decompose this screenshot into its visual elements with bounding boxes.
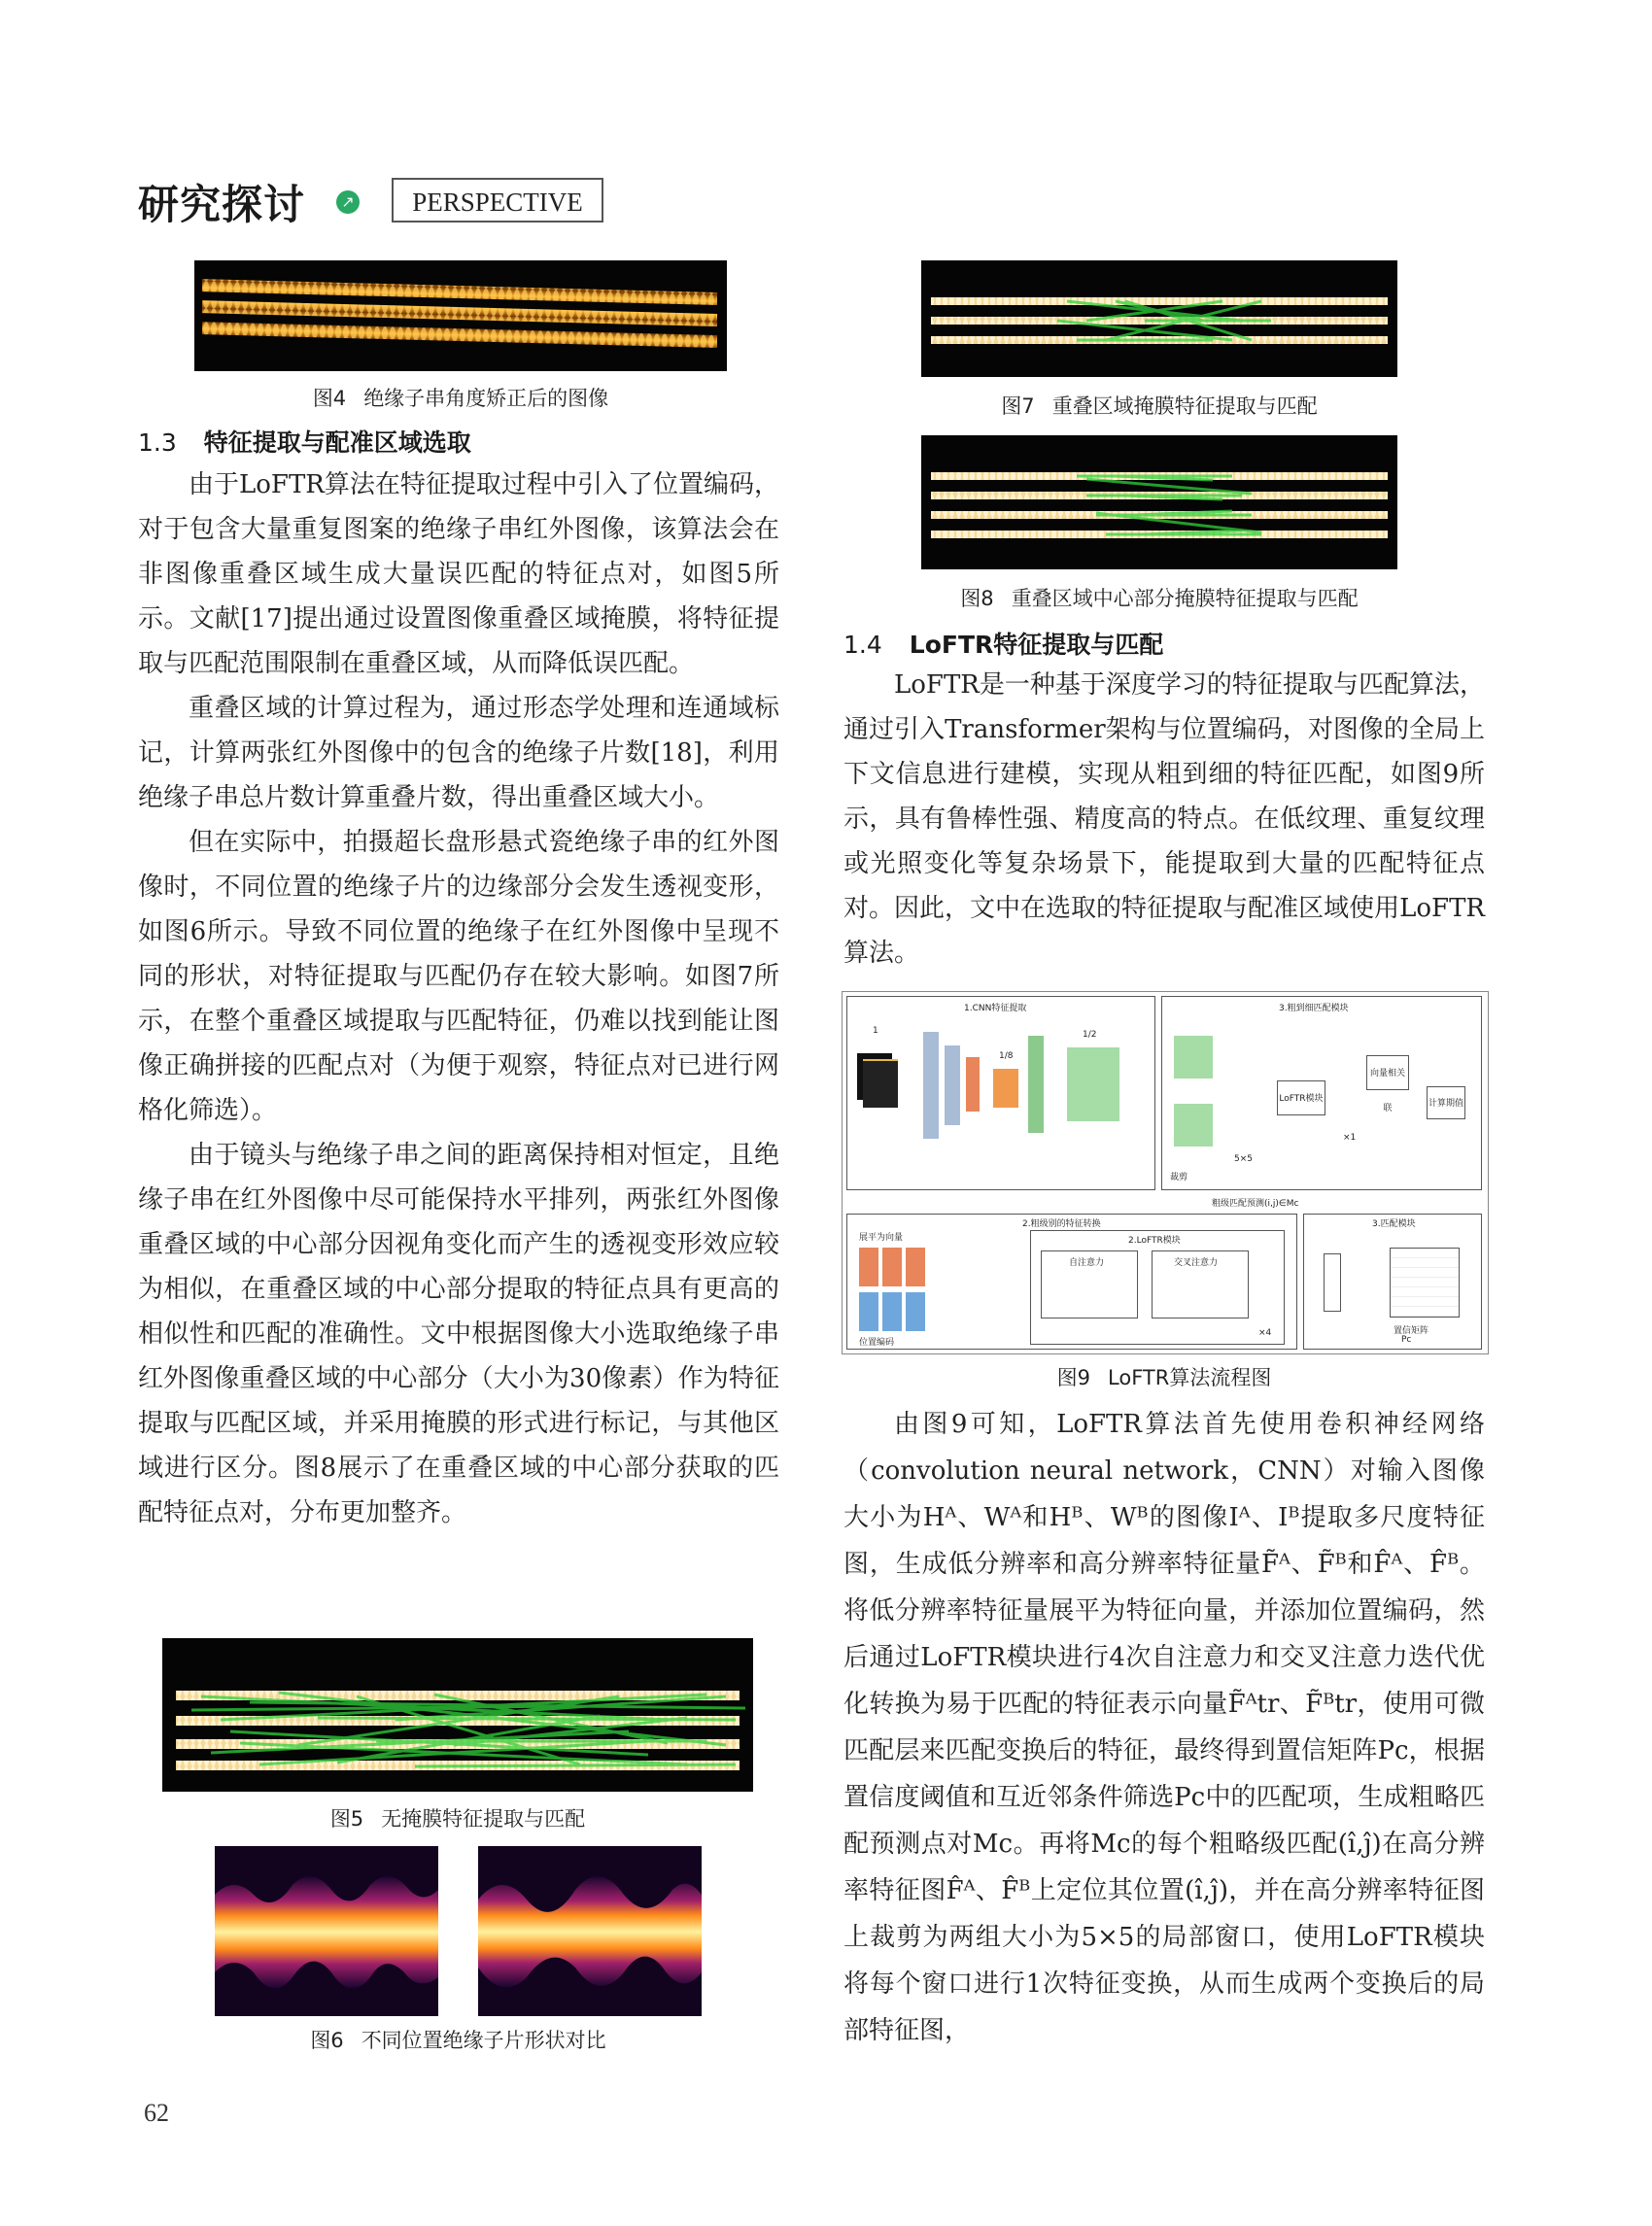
page-number: 62	[144, 2099, 169, 2127]
cnn-feature-block	[846, 996, 1155, 1190]
five-by-five-label: 5×5	[1234, 1154, 1253, 1164]
coarse-to-fine-label: 3.粗到细匹配模块	[1279, 1004, 1349, 1013]
confidence-label: 置信矩阵	[1394, 1326, 1429, 1336]
paragraph: 由于LoFTR算法在特征提取过程中引入了位置编码，对于包含大量重复图案的绝缘子串红外图像，该算法会在非图像重叠区域生成大量误匹配的特征点对，如图5所示。文献[17]提出通过设置图像重叠区域掩膜，将特征提取与匹配范围限制在重叠区域，从而降低误匹配。	[138, 470, 779, 678]
loftr-inner-block	[1030, 1230, 1285, 1345]
flatten-grid-a	[859, 1248, 927, 1286]
loftr-module-box	[1277, 1080, 1325, 1115]
section-1-4-number: 1.4	[843, 631, 882, 659]
correlation-label: 向量相关联	[1369, 1069, 1405, 1113]
x4-label: ×4	[1258, 1328, 1272, 1338]
figure-9-diagram	[842, 991, 1489, 1354]
correlation-box	[1366, 1055, 1409, 1113]
figure-5-number: 图5	[329, 1807, 364, 1831]
figure-4-image	[194, 260, 727, 371]
figure-7-text: 重叠区域掩膜特征提取与匹配	[1051, 394, 1318, 418]
self-attention-label: 自注意力	[1069, 1258, 1105, 1268]
coarse-prediction-label: 粗级匹配预测(i,j)∈Mc	[1212, 1199, 1299, 1209]
encoder-layer-2	[945, 1045, 960, 1125]
x1-label: ×1	[1343, 1133, 1357, 1143]
figure-9-caption	[842, 1362, 1487, 1391]
figure-7-image	[921, 260, 1397, 377]
paragraph: LoFTR是一种基于深度学习的特征提取与匹配算法，通过引入Transformer架构与位置编码，对图像的全局上下文信息进行建模，实现从粗到细的特征匹配，如图9所示，具有鲁棒性强、精度高的特点。在低纹理、重复纹理或光照变化等复杂场景下，能提取到大量的匹配特征点对。因此，文中在选取的特征提取与配准区域使用LoFTR算法。	[843, 670, 1485, 968]
coarse-transform-label: 2.粗级别的特征转换	[1022, 1219, 1101, 1229]
figure-6-text: 不同位置绝缘子片形状对比	[361, 2029, 606, 2052]
input-image-b	[863, 1059, 898, 1108]
encoder-layer-3	[966, 1057, 980, 1112]
coarse-to-fine-block	[1161, 996, 1482, 1190]
figure-9-text: LoFTR算法流程图	[1108, 1366, 1272, 1389]
cnn-label: 1.CNN特征提取	[964, 1004, 1027, 1013]
section-1-3-title: 特征提取与配准区域选取	[203, 428, 471, 457]
figure-8-caption	[921, 583, 1397, 612]
figure-5-caption	[162, 1803, 753, 1832]
expectation-label: 计算期值	[1428, 1099, 1463, 1109]
matching-block	[1303, 1214, 1482, 1350]
figure-7-caption	[921, 391, 1397, 420]
crop-label: 裁剪	[1170, 1173, 1188, 1182]
pc-label: Pc	[1401, 1335, 1412, 1345]
figure-9-number: 图9	[1056, 1366, 1091, 1389]
figure-4-caption	[194, 383, 727, 412]
cross-attention-label: 交叉注意力	[1174, 1258, 1219, 1268]
softmax-box	[1324, 1253, 1341, 1312]
figure-8-text: 重叠区域中心部分掩膜特征提取与匹配	[1011, 587, 1359, 610]
position-encoding-label: 位置编码	[859, 1338, 895, 1348]
coarse-feature	[993, 1069, 1018, 1108]
figure-4-number: 图4	[312, 387, 347, 410]
expectation-box	[1427, 1086, 1465, 1119]
column-title: 研究探讨	[138, 181, 306, 228]
left-column-text	[138, 462, 779, 1535]
column-tag: PERSPECTIVE	[392, 178, 603, 223]
figure-6-image-left	[215, 1846, 438, 2016]
fine-feature	[1067, 1047, 1119, 1121]
encoder-layer-1	[923, 1032, 939, 1139]
paragraph: 由于镜头与绝缘子串之间的距离保持相对恒定，且绝缘子串在红外图像中尽可能保持水平排列，两张红外图像重叠区域的中心部分因视角变化而产生的透视变形效应较为相似，在重叠区域的中心部分提取的特征点具有更高的相似性和匹配的准确性。文中根据图像大小选取绝缘子串红外图像重叠区域的中心部分（大小为30像素）作为特征提取与匹配区域，并采用掩膜的形式进行标记，与其他区域进行区分。图8展示了在重叠区域的中心部分获取的匹配特征点对，分布更加整齐。	[138, 1141, 779, 1527]
input-one-label: 1	[873, 1026, 878, 1036]
figure-6-number: 图6	[310, 2029, 344, 2052]
section-1-4-title: LoFTR特征提取与匹配	[909, 631, 1164, 659]
figure-4-text: 绝缘子串角度矫正后的图像	[363, 387, 609, 410]
paragraph: 由图9可知，LoFTR算法首先使用卷积神经网络（convolution neural network，CNN）对输入图像大小为Hᴬ、Wᴬ和Hᴮ、Wᴮ的图像Iᴬ、Iᴮ提取多尺度特征图，生成低分辨率和高分辨率特征量F̃ᴬ、F̃ᴮ和F̂ᴬ、F̂ᴮ。将低分辨率特征量展平为特征向量，并添加位置编码，然后通过LoFTR模块进行4次自注意力和交叉注意力迭代优化转换为易于匹配的特征表示向量F̃ᴬtr、F̃ᴮtr，使用可微匹配层来匹配变换后的特征，最终得到置信矩阵Pc，根据置信度阈值和互近邻条件筛选Pc中的匹配项，生成粗略匹配预测点对Mc。再将Mc的每个粗略级匹配(î,ĵ)在高分辨率特征图F̂ᴬ、F̂ᴮ上定位其位置(î,ĵ)，并在高分辨率特征图上裁剪为两组大小为5×5的局部窗口，使用LoFTR模块将每个窗口进行1次特征变换，从而生成两个变换后的局部特征图，	[843, 1410, 1485, 2045]
section-1-3-number: 1.3	[138, 428, 177, 457]
unmasked-matching-image	[162, 1638, 753, 1792]
figure-8-image	[921, 435, 1397, 569]
insulator-shape-left	[215, 1846, 438, 2016]
figure-5-image	[162, 1638, 753, 1792]
loftr-module-label: 2.LoFTR模块	[1128, 1236, 1181, 1246]
coarse-transform-block	[846, 1214, 1297, 1350]
confidence-matrix	[1390, 1248, 1460, 1318]
section-1-4-heading	[843, 626, 1163, 661]
figure-6-image-right	[478, 1846, 702, 2016]
section-1-3-heading	[138, 424, 471, 459]
right-column-text-top	[843, 663, 1485, 976]
loftr-block-label: LoFTR模块	[1279, 1094, 1324, 1104]
self-attention-box	[1041, 1250, 1138, 1318]
fine-window-b	[1174, 1104, 1213, 1147]
one-half-label: 1/2	[1083, 1030, 1097, 1040]
flatten-label: 展平为向量	[859, 1233, 904, 1243]
figure-8-number: 图8	[960, 587, 994, 610]
paragraph: 但在实际中，拍摄超长盘形悬式瓷绝缘子串的红外图像时，不同位置的绝缘子片的边缘部分会发生透视变形，如图6所示。导致不同位置的绝缘子在红外图像中呈现不同的形状，对特征提取与匹配仍存在较大影响。如图7所示，在整个重叠区域提取与匹配特征，仍难以找到能让图像正确拼接的匹配点对（为便于观察，特征点对已进行网格化筛选）。	[138, 828, 779, 1125]
decoder-layer	[1028, 1036, 1044, 1133]
right-column-text-bottom	[843, 1401, 1485, 2054]
insulator-shape-right	[478, 1846, 702, 2016]
one-eighth-label: 1/8	[999, 1051, 1014, 1061]
center-mask-matching-image	[921, 435, 1397, 569]
cross-attention-box	[1152, 1250, 1249, 1318]
arrow-icon: ↗	[336, 190, 360, 214]
matching-label: 3.匹配模块	[1372, 1219, 1416, 1229]
paragraph: 重叠区域的计算过程为，通过形态学处理和连通域标记，计算两张红外图像中的包含的绝缘子片数[18]，利用绝缘子串总片数计算重叠片数，得出重叠区域大小。	[138, 694, 779, 812]
figure-5-text: 无掩膜特征提取与匹配	[381, 1807, 586, 1831]
flatten-grid-b	[859, 1292, 927, 1331]
figure-7-number: 图7	[1001, 394, 1035, 418]
figure-6-caption	[215, 2025, 702, 2054]
overlap-mask-matching-image	[921, 260, 1397, 377]
fine-window-a	[1174, 1036, 1213, 1079]
insulator-strings-image	[194, 260, 727, 371]
